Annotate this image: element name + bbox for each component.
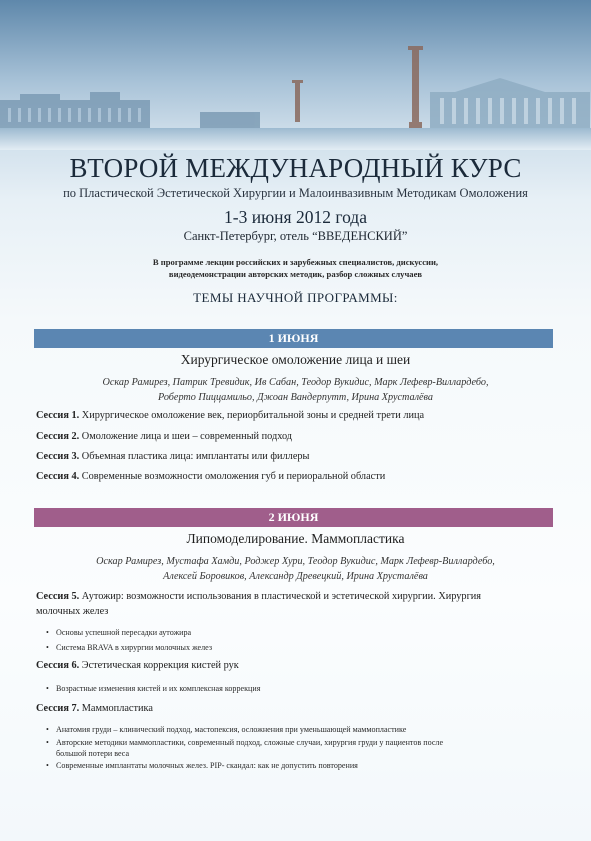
event-dates: 1-3 июня 2012 года [224, 207, 367, 227]
session-title: Объемная пластика лица: имплантаты или филлеры [79, 451, 310, 462]
day1-speakers [0, 375, 591, 405]
city-skyline-image [0, 0, 591, 150]
speakers-line: Алексей Боровиков, Александр Древецкий, Ирина Хрусталёва [163, 571, 428, 582]
session-number: Сессия 6. [36, 660, 80, 671]
bullet-item: • Система BRAVA в хирургии молочных желез [46, 643, 213, 652]
speakers-line: Оскар Рамирез, Мустафа Хамди, Роджер Хури, Теодор Вукидис, Марк Лефевр-Виллардебо, [96, 556, 495, 567]
session-number: Сессия 1. [36, 410, 80, 421]
intro-line: видеодемонстрации авторских методик, разбор сложных случаев [168, 269, 423, 279]
session-7 [36, 701, 551, 716]
bullet-icon: • [46, 738, 49, 747]
day1-header-bar: 1 ИЮНЯ [34, 329, 553, 348]
bullet-item: • Анатомия груди – клинический подход, мастопексия, осложнения при уменьшающей маммопластике [46, 725, 407, 734]
session-title: Эстетическая коррекция кистей рук [79, 660, 239, 671]
bullet-icon: • [46, 643, 49, 652]
session-number: Сессия 4. [36, 471, 80, 482]
page-subtitle: по Пластической Эстетической Хирургии и Малоинвазивным Методикам Омоложения [63, 186, 528, 200]
bullet-item: • Основы успешной пересадки аутожира [46, 628, 192, 637]
session-title: Аутожир: возможности использования в пластической и эстетической хирургии. Хирургия [79, 591, 482, 602]
session-title: Омоложение лица и шеи – современный подход [79, 431, 293, 442]
program-intro [0, 256, 591, 280]
bullet-icon: • [46, 628, 49, 637]
session-title: Современные возможности омоложения губ и периоральной области [79, 471, 386, 482]
themes-heading: ТЕМЫ НАУЧНОЙ ПРОГРАММЫ: [193, 290, 398, 305]
bullet-icon: • [46, 684, 49, 693]
speakers-line: Роберто Пиццамильо, Джоан Вандерпутт, Ирина Хрусталёва [157, 392, 434, 403]
bullet-item: • Авторские методики маммопластики, современный подход, сложные случаи, хирургия груди у пациентов после большой потери веса [46, 738, 444, 758]
session-6 [36, 658, 551, 673]
session-title: Маммопластика [79, 703, 153, 714]
day2-speakers [0, 554, 591, 584]
session-number: Сессия 7. [36, 703, 80, 714]
speakers-line: Оскар Рамирез, Патрик Тревидик, Ив Сабан, Теодор Вукидис, Марк Лефевр-Виллардебо, [102, 377, 489, 388]
intro-line: В программе лекции российских и зарубежных специалистов, дискуссии, [152, 257, 439, 267]
session-number: Сессия 2. [36, 431, 80, 442]
bullet-icon: • [46, 761, 49, 770]
bullet-item: • Возрастные изменения кистей и их комплексная коррекция [46, 684, 261, 693]
bullet-item: • Современные имплантаты молочных желез. PIP- скандал: как не допустить повторения [46, 761, 358, 770]
day1-topic: Хирургическое омоложение лица и шеи [180, 352, 411, 367]
page-title: ВТОРОЙ МЕЖДУНАРОДНЫЙ КУРС [69, 153, 522, 183]
session-3 [36, 449, 551, 464]
day2-header-bar: 2 ИЮНЯ [34, 508, 553, 527]
session-number: Сессия 3. [36, 451, 80, 462]
session-5 [36, 589, 551, 619]
session-2 [36, 429, 551, 444]
bullet-icon: • [46, 725, 49, 734]
session-title: Хирургическое омоложение век, периорбитальной зоны и средней трети лица [79, 410, 425, 421]
day2-topic: Липомоделирование. Маммопластика [186, 531, 405, 546]
session-number: Сессия 5. [36, 591, 80, 602]
event-venue: Санкт-Петербург, отель “ВВЕДЕНСКИЙ” [183, 229, 408, 243]
session-4 [36, 469, 551, 484]
session-title-cont: молочных желез [36, 606, 109, 617]
session-1 [36, 408, 551, 423]
